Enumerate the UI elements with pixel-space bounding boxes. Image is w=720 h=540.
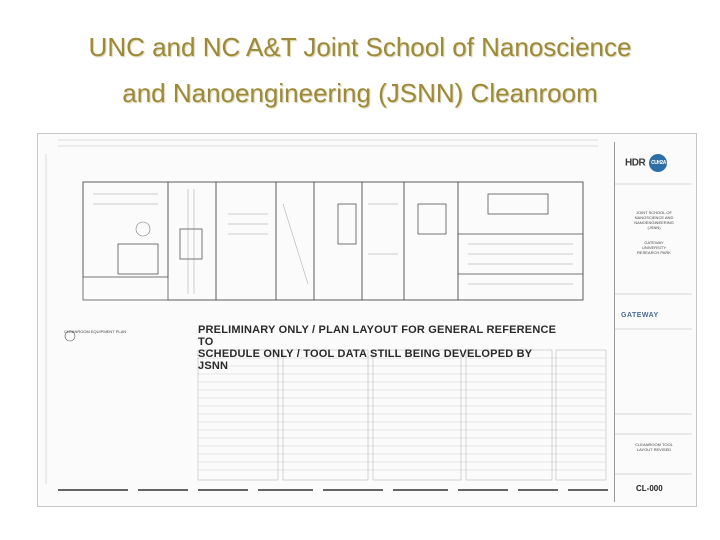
firm-name: HDR <box>625 157 646 169</box>
notice-line1: PRELIMINARY ONLY / PLAN LAYOUT FOR GENERAL REFERENCE TO <box>198 324 557 348</box>
firm-logo <box>625 154 667 172</box>
site-name: GATEWAY UNIVERSITY RESEARCH PARK <box>637 240 671 255</box>
notice-line2: SCHEDULE ONLY / TOOL DATA STILL BEING DEVELOPED BY JSNN <box>198 348 533 372</box>
title-block <box>614 142 693 502</box>
project-name: JOINT SCHOOL OF NANOSCIENCE AND NANOENGINEERING (JSNN) <box>634 210 674 230</box>
sheet-number: CL-000 <box>636 484 663 493</box>
floor-plan-drawing <box>37 133 697 507</box>
floor-plan-linework <box>38 134 696 506</box>
plan-label: CLEANROOM EQUIPMENT PLAN <box>64 329 127 334</box>
preliminary-notice <box>198 324 558 372</box>
sheet-title: CLEANROOM TOOL LAYOUT REVISED <box>635 442 673 452</box>
partner-badge: CUH2A <box>649 154 667 172</box>
gateway-logo: GATEWAY <box>621 312 659 319</box>
slide-title-line1: UNC and NC A&T Joint School of Nanoscience <box>88 32 632 62</box>
slide-title-line2: and Nanoengineering (JSNN) Cleanroom <box>122 78 598 108</box>
